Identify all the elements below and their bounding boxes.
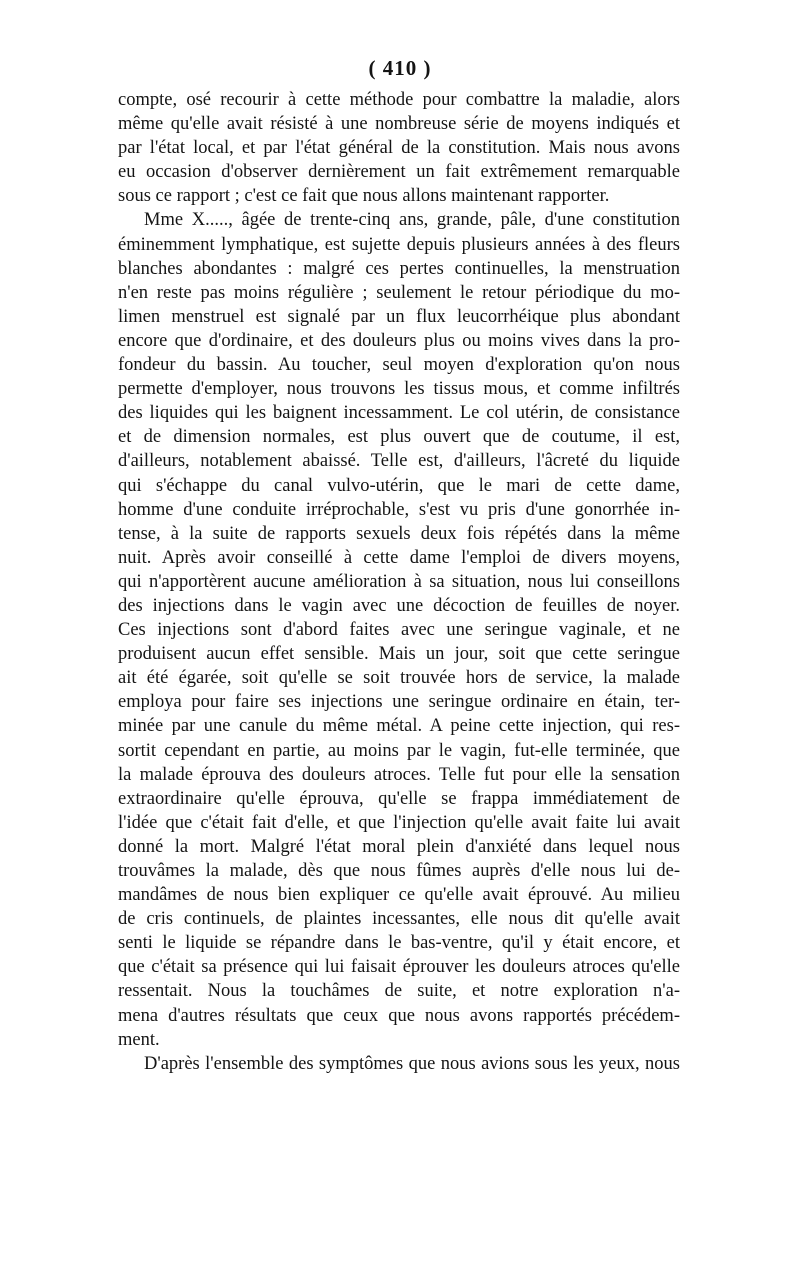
text-line: d'ailleurs, notablement abaissé. Telle est, d'ailleurs, l'âcreté du liquide [118, 451, 680, 472]
text-line: qui n'apportèrent aucune amélioration à sa situation, nous lui conseillons [118, 571, 680, 592]
text-line: et de dimension normales, est plus ouvert que de coutume, il est, [118, 427, 680, 448]
body-text [118, 88, 680, 1076]
text-line: éminemment lymphatique, est sujette depuis plusieurs années à des fleurs [118, 234, 680, 255]
text-line: blanches abondantes : malgré ces pertes continuelles, la menstruation [118, 258, 680, 279]
text-line: mena d'autres résultats que ceux que nous avons rapportés précédem- [118, 1005, 680, 1026]
text-line: par l'état local, et par l'état général de la constitution. Mais nous avons [118, 138, 680, 159]
paragraph-first-line: Mme X....., âgée de trente-cinq ans, grande, pâle, d'une constitution [144, 210, 680, 231]
text-line: employa pour faire ses injections une seringue ordinaire en étain, ter- [118, 692, 680, 713]
text-line: produisent aucun effet sensible. Mais un jour, soit que cette seringue [118, 644, 680, 665]
text-line: fondeur du bassin. Au toucher, seul moyen d'exploration qu'on nous [118, 355, 680, 376]
text-line: Ces injections sont d'abord faites avec une seringue vaginale, et ne [118, 620, 680, 641]
text-line: mandâmes de nous bien expliquer ce qu'elle avait éprouvé. Au milieu [118, 885, 680, 906]
text-line: sous ce rapport ; c'est ce fait que nous allons maintenant rapporter. [118, 186, 610, 207]
text-line: trouvâmes la malade, dès que nous fûmes auprès d'elle nous lui de- [118, 861, 680, 881]
text-line: tense, à la suite de rapports sexuels deux fois répétés dans la même [118, 523, 680, 544]
text-line: donné la mort. Malgré l'état moral plein d'anxiété dans lequel nous [118, 836, 680, 857]
text-line: que c'était sa présence qui lui faisait éprouver les douleurs atroces qu'elle [118, 957, 680, 978]
text-line: minée par une canule du même métal. A peine cette injection, qui res- [118, 716, 680, 737]
text-line: encore que d'ordinaire, et des douleurs plus ou moins vives dans la pro- [118, 330, 680, 351]
text-line: extraordinaire qu'elle éprouva, qu'elle se frappa immédiatement de [118, 788, 680, 809]
text-line: qui s'échappe du canal vulvo-utérin, que le mari de cette dame, [118, 475, 680, 496]
text-line: permette d'employer, nous trouvons les tissus mous, et comme infiltrés [118, 379, 680, 400]
text-line: sortit cependant en partie, au moins par le vagin, fut-elle terminée, que [118, 740, 680, 761]
text-line: l'idée que c'était fait d'elle, et que l'injection qu'elle avait faite lui avait [118, 812, 680, 833]
text-line: limen menstruel est signalé par un flux leucorrhéique plus abondant [118, 306, 680, 327]
text-line: nuit. Après avoir conseillé à cette dame l'emploi de divers moyens, [118, 547, 680, 568]
page-number: ( 410 ) [368, 56, 432, 80]
text-line: ressentait. Nous la touchâmes de suite, et notre exploration n'a- [118, 981, 680, 1002]
text-line: des liquides qui les baignent incessamment. Le col utérin, de consistance [118, 403, 680, 424]
text-line: de cris continuels, de plaintes incessantes, elle nous dit qu'elle avait [118, 909, 680, 930]
text-line: homme d'une conduite irréprochable, s'est vu pris d'une gonorrhée in- [118, 499, 680, 520]
text-line: ait été égarée, soit qu'elle se soit trouvée hors de service, la malade [118, 668, 680, 689]
text-line: la malade éprouva des douleurs atroces. Telle fut pour elle la sensation [118, 764, 680, 785]
text-line: même qu'elle avait résisté à une nombreuse série de moyens indiqués et [118, 114, 680, 135]
text-line: ment. [118, 1029, 160, 1050]
text-line: senti le liquide se répandre dans le bas-ventre, qu'il y était encore, et [118, 933, 680, 954]
text-line: eu occasion d'observer dernièrement un fait extrêmement remarquable [118, 162, 680, 183]
text-line: des injections dans le vagin avec une décoction de feuilles de noyer. [118, 595, 680, 616]
text-line: n'en reste pas moins régulière ; seulement le retour périodique du mo- [118, 282, 680, 303]
text-line: compte, osé recourir à cette méthode pour combattre la maladie, alors [118, 90, 680, 110]
paragraph-first-line: D'après l'ensemble des symptômes que nous avions sous les yeux, nous [144, 1053, 680, 1074]
